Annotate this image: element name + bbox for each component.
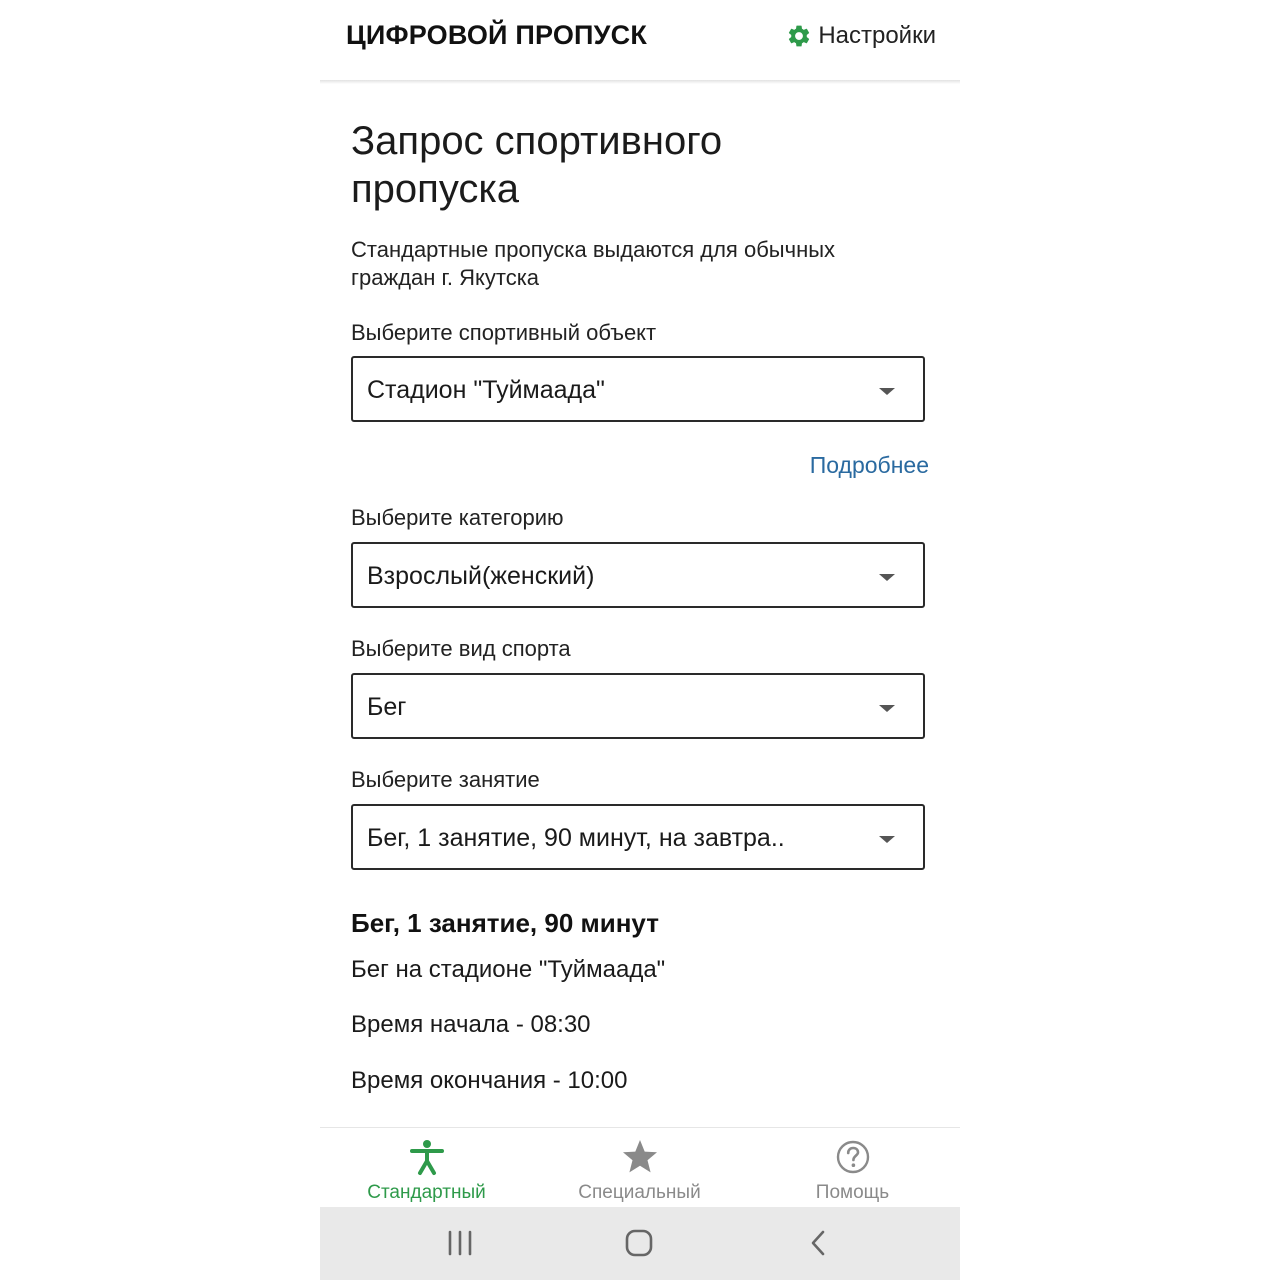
nav-standard[interactable] [320,1128,533,1208]
facility-value: Стадион "Туймаада" [367,376,605,404]
gear-icon [786,23,812,49]
nav-help-label: Помощь [815,1182,890,1203]
bottom-navigation [320,1127,960,1208]
session-select[interactable] [351,804,925,870]
category-select[interactable] [351,542,925,608]
session-detail-line: Бег на стадионе "Туймаада" [351,956,666,983]
settings-button[interactable] [786,22,936,50]
dropdown-arrow-icon [879,836,895,843]
dropdown-arrow-icon [879,574,895,581]
system-navigation-bar [320,1207,960,1280]
session-detail-line: Время начала - 08:30 [351,1011,591,1038]
dropdown-arrow-icon [879,705,895,712]
page-description: Стандартные пропуска выдаются для обычных граждан г. Якутска [351,237,836,290]
session-detail-line: Время окончания - 10:00 [351,1067,628,1094]
sport-label: Выберите вид спорта [351,636,571,661]
page-title: Запрос спортивного пропуска [351,119,723,211]
app-bar [320,0,960,80]
dropdown-arrow-icon [879,388,895,395]
sport-select[interactable] [351,673,925,739]
person-icon [407,1137,447,1177]
facility-label: Выберите спортивный объект [351,320,657,345]
nav-special[interactable] [533,1128,746,1208]
back-icon [800,1227,840,1259]
nav-standard-label: Стандартный [367,1182,486,1203]
session-value: Бег, 1 занятие, 90 минут, на завтра.. [367,824,785,852]
nav-help[interactable] [746,1128,959,1208]
recent-apps-button[interactable] [440,1227,480,1259]
back-button[interactable] [800,1227,840,1259]
app-title: ЦИФРОВОЙ ПРОПУСК [346,20,648,50]
home-icon [619,1227,659,1259]
recent-apps-icon [440,1227,480,1259]
app-bar-divider [320,80,960,84]
facility-select[interactable] [351,356,925,422]
settings-label: Настройки [818,22,936,49]
phone-screen [320,0,960,1280]
sport-value: Бег [367,693,407,721]
nav-special-label: Специальный [578,1182,701,1203]
help-icon [833,1137,873,1177]
home-button[interactable] [619,1227,659,1259]
category-value: Взрослый(женский) [367,562,595,590]
category-label: Выберите категорию [351,505,564,530]
star-icon [620,1137,660,1177]
more-info-link[interactable]: Подробнее [809,452,929,478]
session-label: Выберите занятие [351,767,540,792]
session-details-title: Бег, 1 занятие, 90 минут [351,908,659,938]
